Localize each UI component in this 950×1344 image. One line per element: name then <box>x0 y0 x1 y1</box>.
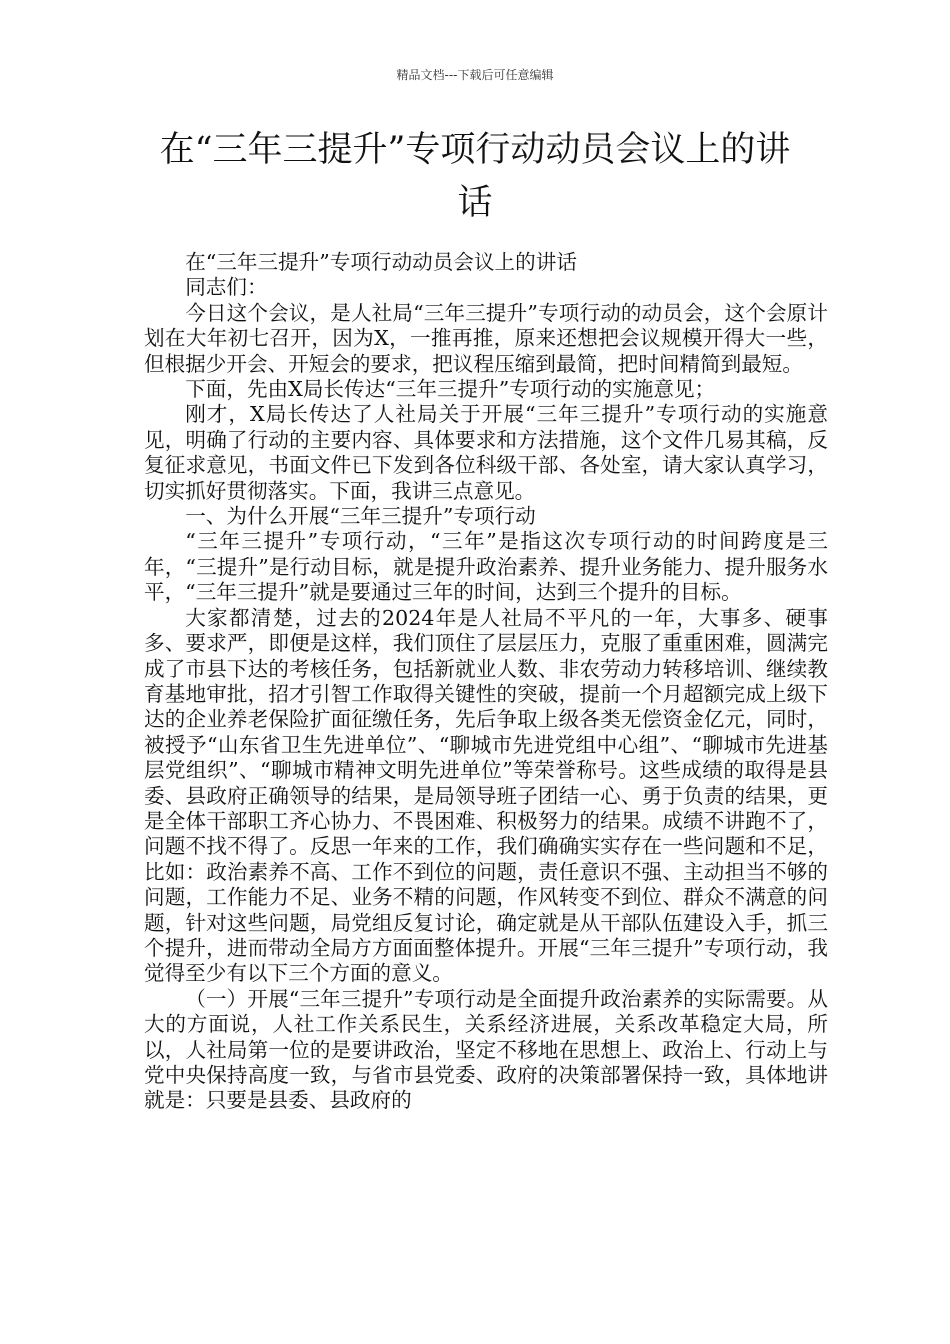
paragraph-subtitle: 在“三年三提升”专项行动动员会议上的讲话 <box>185 250 577 274</box>
document-title: 在“三年三提升”专项行动动员会议上的讲话 <box>159 130 791 223</box>
paragraph-salutation: 同志们： <box>185 275 268 300</box>
document-body <box>144 250 828 1114</box>
paragraph: 刚才，X局长传达了人社局关于开展“三年三提升”专项行动的实施意见，明确了行动的主要内容、具体要求和方法措施，这个文件几易其稿，反复征求意见，书面文件已下发到各位科级干部、各处室，请大家认真学习，切实抓好贯彻落实。下面，我讲三点意见。 <box>144 402 828 503</box>
paragraph: “三年三提升”专项行动，“三年”是指这次专项行动的时间跨度是三年，“三提升”是行动目标，就是提升政治素养、提升业务能力、提升服务水平，“三年三提升”就是要通过三年的时间，达到三个提升的目标。 <box>144 529 828 605</box>
paragraph: 今日这个会议，是人社局“三年三提升”专项行动的动员会，这个会原计划在大年初七召开，因为X，一推再推，原来还想把会议规模开得大一些，但根据少开会、开短会的要求，把议程压缩到最简，把时间精简到最短。 <box>144 300 828 376</box>
section-heading: 一、为什么开展“三年三提升”专项行动 <box>185 504 536 529</box>
paragraph: 大家都清楚，过去的2024年是人社局不平凡的一年，大事多、硬事多、要求严，即便是这样，我们顶住了层层压力，克服了重重困难，圆满完成了市县下达的考核任务，包括新就业人数、非农劳动力转移培训、继续教育基地审批，招才引智工作取得关键性的突破，提前一个月超额完成上级下达的企业养老保险扩面征缴任务，先后争取上级各类无偿资金亿元，同时，被授予“山东省卫生先进单位”、“聊城市先进党组中心组”、“聊城市先进基层党组织”、“聊城市精神文明先进单位”等荣誉称号。这些成绩的取得是县委、县政府正确领导的结果，是局领导班子团结一心、勇于负责的结果，更是全体干部职工齐心协力、不畏困难、积极努力的结果。成绩不讲跑不了，问题不找不得了。反思一年来的工作，我们确确实实存在一些问题和不足，比如：政治素养不高、工作不到位的问题，责任意识不强、主动担当不够的问题，工作能力不足、业务不精的问题，作风转变不到位、群众不满意的问题，针对这些问题，局党组反复讨论，确定就是从干部队伍建设入手，抓三个提升，进而带动全局方方面面整体提升。开展“三年三提升”专项行动，我觉得至少有以下三个方面的意义。 <box>144 605 828 986</box>
paragraph: （一）开展“三年三提升”专项行动是全面提升政治素养的实际需要。从大的方面说，人社工作关系民生，关系经济进展，关系改革稳定大局，所以，人社局第一位的是要讲政治，坚定不移地在思想上、政治上、行动上与党中央保持高度一致，与省市县党委、政府的决策部署保持一致，具体地讲就是：只要是县委、县政府的 <box>144 986 828 1113</box>
header-note: 精品文档---下载后可任意编辑 <box>396 68 554 82</box>
paragraph: 下面，先由X局长传达“三年三提升”专项行动的实施意见； <box>185 377 716 402</box>
